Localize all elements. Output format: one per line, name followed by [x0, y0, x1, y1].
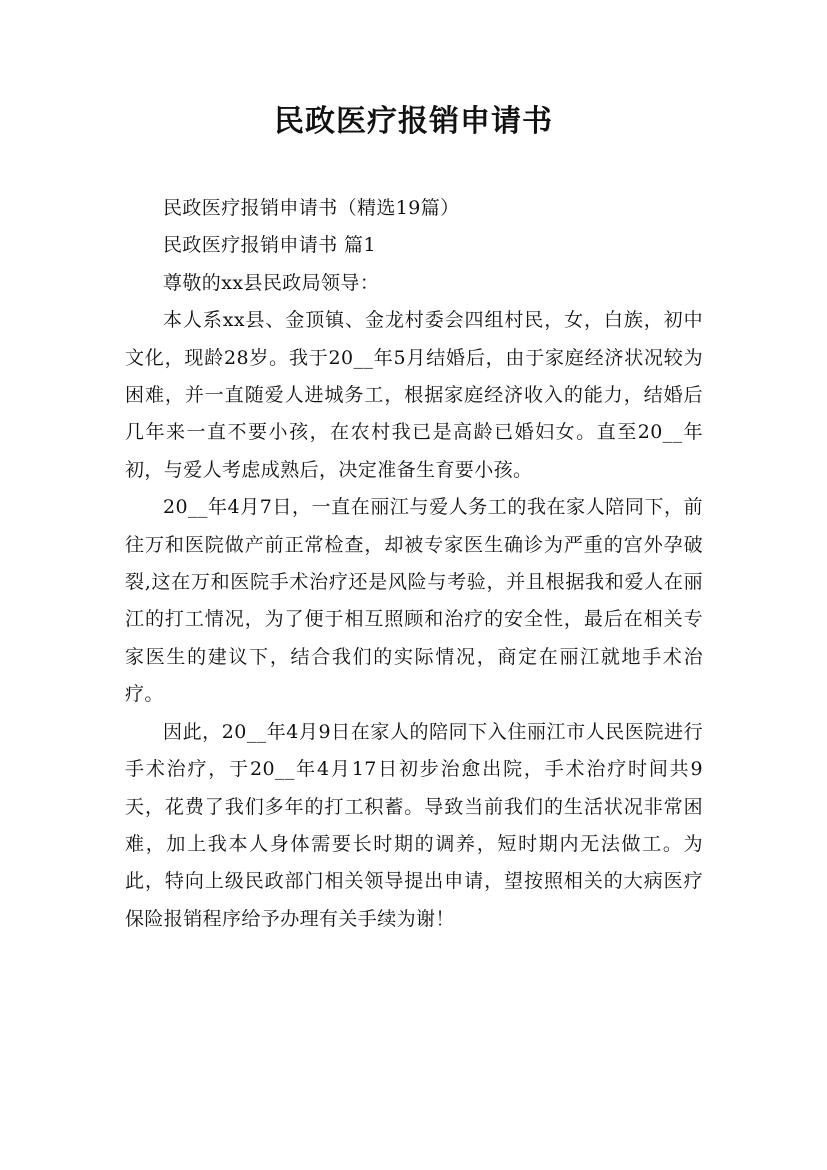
document-title: 民政医疗报销申请书: [274, 104, 553, 139]
section-heading: 民政医疗报销申请书 篇1: [163, 234, 376, 257]
document-body: [125, 190, 703, 938]
body-paragraph: 因此，20__年4月9日在家人的陪同下入住丽江市人民医院进行手术治疗，于20__年4月17日初步治愈出院，手术治疗时间共9天，花费了我们多年的打工积蓄。导致当前我们的生活状况非常困难，加上我本人身体需要长时期的调养，短时期内无法做工。为此，特向上级民政部门相关领导提出申请，望按照相关的大病医疗保险报销程序给予办理有关手续为谢！: [125, 720, 703, 930]
body-paragraph: 本人系xx县、金顶镇、金龙村委会四组村民，女，白族，初中文化，现龄28岁。我于20__年5月结婚后，由于家庭经济状况较为困难，并一直随爱人进城务工，根据家庭经济收入的能力，结婚后几年来一直不要小孩，在农村我已是高龄已婚妇女。直至20__年初，与爱人考虑成熟后，决定准备生育要小孩。: [125, 309, 703, 481]
salutation: 尊敬的xx县民政局领导：: [163, 271, 380, 294]
subtitle-line: 民政医疗报销申请书（精选19篇）: [163, 197, 460, 219]
body-paragraph: 20__年4月7日，一直在丽江与爱人务工的我在家人陪同下，前往万和医院做产前正常检查，却被专家医生确诊为严重的宫外孕破裂,这在万和医院手术治疗还是风险与考验，并且根据我和爱人在丽江的打工情况，为了便于相互照顾和治疗的安全性，最后在相关专家医生的建议下，结合我们的实际情况，商定在丽江就地手术治疗。: [125, 496, 703, 706]
